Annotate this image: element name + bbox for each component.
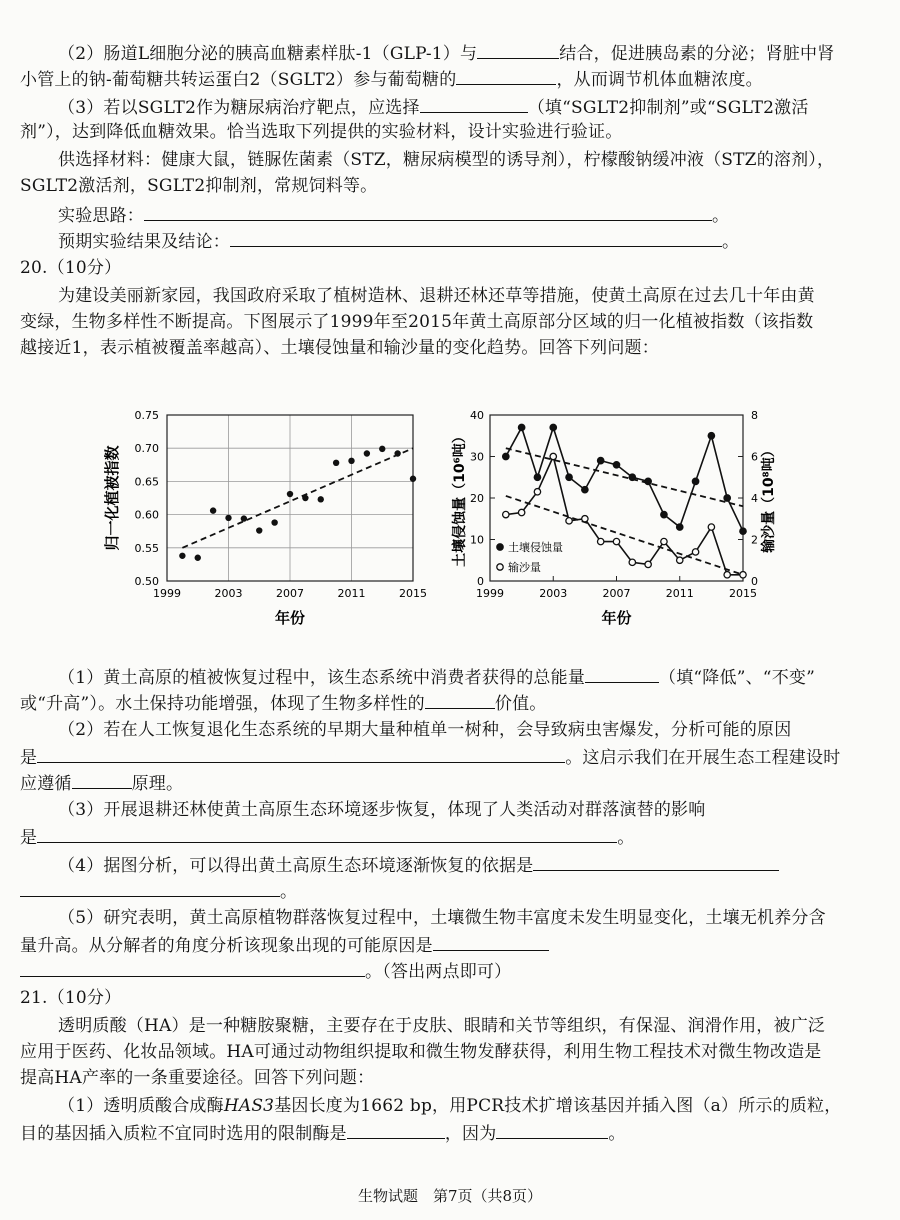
q19-idea-label: 实验思路：	[58, 206, 144, 226]
ndvi-point	[348, 458, 354, 464]
ndvi-point	[225, 515, 231, 521]
q20-s2-text-b: 是	[20, 748, 38, 768]
y-right-tick-label: 0	[751, 575, 758, 588]
x-tick-label: 1999	[476, 587, 504, 600]
ndvi-point	[271, 519, 277, 525]
x-axis-label: 年份	[274, 609, 306, 627]
erosion-point	[518, 424, 524, 430]
series-trendline	[506, 496, 743, 575]
answer-blank[interactable]	[425, 690, 495, 709]
q19-p2-text-d: ，从而调节机体血糖浓度。	[556, 70, 763, 90]
erosion-point	[629, 474, 635, 480]
q20-s1-text-b: （填“降低”、“不变”	[659, 668, 815, 688]
q20-s5-line2	[20, 932, 900, 958]
q19-p3-line2: 剂”），达到降低血糖效果。恰当选取下列提供的实验材料，设计实验进行验证。	[20, 122, 623, 142]
answer-blank[interactable]	[533, 852, 779, 871]
q19-p2-text-a: （2）肠道L细胞分泌的胰高血糖素样肽-1（GLP-1）与	[58, 44, 478, 64]
y-tick-label: 0.75	[134, 409, 159, 422]
ndvi-chart	[103, 409, 427, 627]
q19-p3-text-b: （填“SGLT2抑制剂”或“SGLT2激活	[527, 98, 809, 118]
q20-s1-text-c: 或“升高”）。水土保持功能增强，体现了生物多样性的	[20, 694, 425, 714]
q20-figure	[95, 398, 795, 638]
q20-charts-svg	[95, 398, 795, 638]
x-tick-label: 2003	[214, 587, 243, 600]
q20-s2-line1: （2）若在人工恢复退化生态系统的早期大量种植单一树种，会导致病虫害爆发，分析可能的原因	[58, 720, 792, 740]
q20-s1-line1	[58, 664, 900, 690]
erosion-point	[645, 478, 651, 484]
sediment-point	[740, 572, 746, 578]
q19-p3-line1	[58, 94, 900, 120]
legend-marker	[497, 544, 503, 550]
q19-materials-line2: SGLT2激活剂，SGLT2抑制剂，常规饲料等。	[20, 176, 378, 196]
q19-p2-line1	[58, 40, 900, 66]
q20-s2-text-e: 原理。	[131, 774, 184, 794]
x-tick-label: 2015	[729, 587, 757, 600]
trendline	[182, 448, 413, 548]
answer-blank[interactable]	[230, 228, 722, 247]
ndvi-point	[210, 507, 216, 513]
q20-s5-text-b: 量升高。从分解者的角度分析该现象出现的可能原因是	[20, 936, 433, 956]
y-left-tick-label: 40	[470, 409, 484, 422]
erosion-point	[661, 511, 667, 517]
x-tick-label: 2015	[399, 587, 427, 600]
sediment-point	[629, 559, 635, 565]
q21-header: 21.（10分）	[20, 988, 122, 1008]
y-right-tick-label: 8	[751, 409, 758, 422]
page-footer: 生物试题 第7页（共8页）	[357, 1187, 543, 1205]
q20-s3-text-b: 是	[20, 828, 38, 848]
gene-name: HAS3	[223, 1096, 275, 1116]
sediment-point	[582, 516, 588, 522]
x-tick-label: 2011	[337, 587, 366, 600]
q20-intro-1: 为建设美丽新家园，我国政府采取了植树造林、退耕还林还草等措施，使黄土高原在过去几十年由黄	[58, 286, 815, 306]
q21-s1-text-d: ，因为	[444, 1124, 497, 1144]
sediment-point	[645, 561, 651, 567]
erosion-point	[503, 453, 509, 459]
plot-frame	[490, 415, 743, 581]
q20-s3-line2	[20, 824, 900, 850]
answer-blank[interactable]	[347, 1120, 445, 1139]
erosion-point	[708, 433, 714, 439]
erosion-point	[550, 424, 556, 430]
q20-header: 20.（10分）	[20, 258, 122, 278]
ndvi-point	[364, 450, 370, 456]
q21-intro-1: 透明质酸（HA）是一种糖胺聚糖，主要存在于皮肤、眼睛和关节等组织，有保湿、润滑作用，被广泛	[58, 1016, 826, 1036]
q19-idea-end: 。	[712, 206, 730, 226]
erosion-point	[566, 474, 572, 480]
legend-marker	[497, 564, 503, 570]
q21-s1-text-e: 。	[608, 1124, 626, 1144]
erosion-point	[692, 478, 698, 484]
answer-blank[interactable]	[433, 932, 549, 951]
q20-s1-text-a: （1）黄土高原的植被恢复过程中，该生态系统中消费者获得的总能量	[58, 668, 586, 688]
q20-s5-line1: （5）研究表明，黄土高原植物群落恢复过程中，土壤微生物丰富度未发生明显变化，土壤无机养分含	[58, 908, 826, 928]
ndvi-point	[241, 515, 247, 521]
legend-label: 土壤侵蚀量	[508, 541, 563, 554]
y-tick-label: 0.55	[134, 541, 159, 555]
sediment-point	[661, 538, 667, 544]
y-tick-label: 0.60	[134, 508, 159, 522]
q21-s1-text-c: 目的基因插入质粒不宜同时选用的限制酶是	[20, 1124, 347, 1144]
q20-s2-line2	[20, 744, 900, 770]
answer-blank[interactable]	[20, 958, 365, 977]
q20-s2-text-d: 应遵循	[20, 774, 72, 794]
q21-s1-text-a: （1）透明质酸合成酶	[58, 1096, 224, 1116]
y-left-tick-label: 20	[470, 492, 484, 505]
y-tick-label: 0.65	[134, 475, 159, 489]
q20-s3-text-c: 。	[617, 828, 635, 848]
q20-s1-text-d: 价值。	[494, 694, 547, 714]
q21-intro-2: 应用于医药、化妆品领域。HA可通过动物组织提取和微生物发酵获得，利用生物工程技术对微生物改造是	[20, 1042, 822, 1062]
sediment-point	[613, 538, 619, 544]
q19-p2-line2	[20, 66, 900, 92]
q19-p2-text-b: 结合，促进胰岛素的分泌；肾脏中肾	[559, 44, 835, 64]
answer-blank[interactable]	[144, 202, 712, 221]
y-left-tick-label: 30	[470, 450, 484, 464]
q19-materials-line1: 供选择材料：健康大鼠，链脲佐菌素（STZ，糖尿病模型的诱导剂），柠檬酸钠缓冲液（STZ的溶剂），	[58, 150, 835, 170]
q21-s1-text-b: 基因长度为1662 bp，用PCR技术扩增该基因并插入图（a）所示的质粒，	[274, 1096, 842, 1116]
erosion-point	[724, 495, 730, 501]
sediment-point	[534, 489, 540, 495]
sediment-point	[692, 549, 698, 555]
q20-s1-line2	[20, 690, 900, 716]
ndvi-point	[179, 553, 185, 559]
ndvi-point	[333, 460, 339, 466]
sediment-point	[503, 511, 509, 517]
ndvi-point	[287, 491, 293, 497]
answer-blank[interactable]	[456, 66, 556, 85]
y-right-tick-label: 2	[751, 533, 758, 547]
sediment-point	[708, 524, 714, 530]
ndvi-point	[195, 555, 201, 561]
ndvi-point	[379, 446, 385, 452]
erosion-point	[613, 462, 619, 468]
answer-blank[interactable]	[420, 94, 528, 113]
q20-intro-2: 变绿，生物多样性不断提高。下图展示了1999年至2015年黄土高原部分区域的归一化植被指数（该指数	[20, 312, 814, 332]
q19-p3-text-a: （3）若以SGLT2作为糖尿病治疗靶点，应选择	[58, 98, 420, 118]
q20-s5-text-c: 。（答出两点即可）	[365, 962, 512, 982]
sediment-point	[518, 509, 524, 515]
legend-label: 输沙量	[508, 561, 541, 574]
answer-blank[interactable]	[20, 878, 280, 897]
y-left-tick-label: 10	[470, 533, 484, 547]
y-right-axis-label: 输沙量（10⁸吨）	[761, 443, 777, 553]
y-tick-label: 0.70	[134, 442, 159, 456]
ndvi-point	[410, 476, 416, 482]
q21-intro-3: 提高HA产率的一条重要途径。回答下列问题：	[20, 1068, 375, 1088]
sediment-point	[550, 453, 556, 459]
erosion-point	[677, 524, 683, 530]
q20-s4-text-b: 。	[280, 882, 298, 902]
answer-blank[interactable]	[37, 744, 565, 763]
q20-s4-text-a: （4）据图分析，可以得出黄土高原生态环境逐渐恢复的依据是	[58, 856, 534, 876]
x-tick-label: 1999	[153, 587, 181, 600]
q20-intro-3: 越接近1，表示植被覆盖率越高）、土壤侵蚀量和输沙量的变化趋势。回答下列问题：	[20, 338, 659, 358]
q19-idea-line	[58, 202, 900, 228]
y-left-tick-label: 0	[477, 575, 484, 588]
q19-result-line	[58, 228, 900, 254]
x-tick-label: 2003	[539, 587, 568, 600]
q21-s1-line1	[58, 1094, 900, 1118]
ndvi-point	[256, 527, 262, 533]
sediment-point	[724, 572, 730, 578]
erosion-point	[534, 474, 540, 480]
sediment-point	[677, 557, 683, 563]
y-right-tick-label: 6	[751, 450, 758, 464]
answer-blank[interactable]	[477, 40, 559, 59]
q20-s3-line1: （3）开展退耕还林使黄土高原生态环境逐步恢复，体现了人类活动对群落演替的影响	[58, 800, 706, 820]
answer-blank[interactable]	[496, 1120, 608, 1139]
ndvi-point	[302, 495, 308, 501]
y-right-tick-label: 4	[751, 492, 758, 505]
sediment-point	[597, 538, 603, 544]
answer-blank[interactable]	[585, 664, 659, 683]
q19-result-label: 预期实验结果及结论：	[58, 232, 230, 252]
q21-s1-line2	[20, 1120, 900, 1146]
q20-s4-line2	[20, 878, 900, 904]
erosion-point	[597, 457, 603, 463]
ndvi-point	[318, 496, 324, 502]
erosion-point	[582, 487, 588, 493]
y-axis-label: 归一化植被指数	[103, 445, 121, 551]
q19-result-end: 。	[722, 232, 740, 252]
erosion-point	[740, 528, 746, 534]
x-axis-label: 年份	[601, 609, 632, 627]
y-left-axis-label: 土壤侵蚀量（10⁶吨）	[452, 429, 468, 567]
x-tick-label: 2011	[665, 587, 694, 600]
x-tick-label: 2007	[602, 587, 631, 600]
q19-p2-text-c: 小管上的钠-葡萄糖共转运蛋白2（SGLT2）参与葡萄糖的	[20, 70, 457, 90]
answer-blank[interactable]	[72, 770, 132, 789]
erosion-sediment-chart	[451, 409, 777, 627]
q20-s2-line3	[20, 770, 900, 796]
q20-s4-line1	[58, 852, 900, 878]
series-line	[506, 457, 743, 575]
answer-blank[interactable]	[37, 824, 617, 843]
q20-s5-line3	[20, 958, 900, 984]
y-tick-label: 0.50	[134, 575, 159, 588]
q20-s2-text-c: 。这启示我们在开展生态工程建设时	[565, 748, 841, 768]
ndvi-point	[394, 450, 400, 456]
series-line	[506, 427, 743, 531]
x-tick-label: 2007	[276, 587, 304, 600]
sediment-point	[566, 518, 572, 524]
series-trendline	[506, 448, 743, 506]
